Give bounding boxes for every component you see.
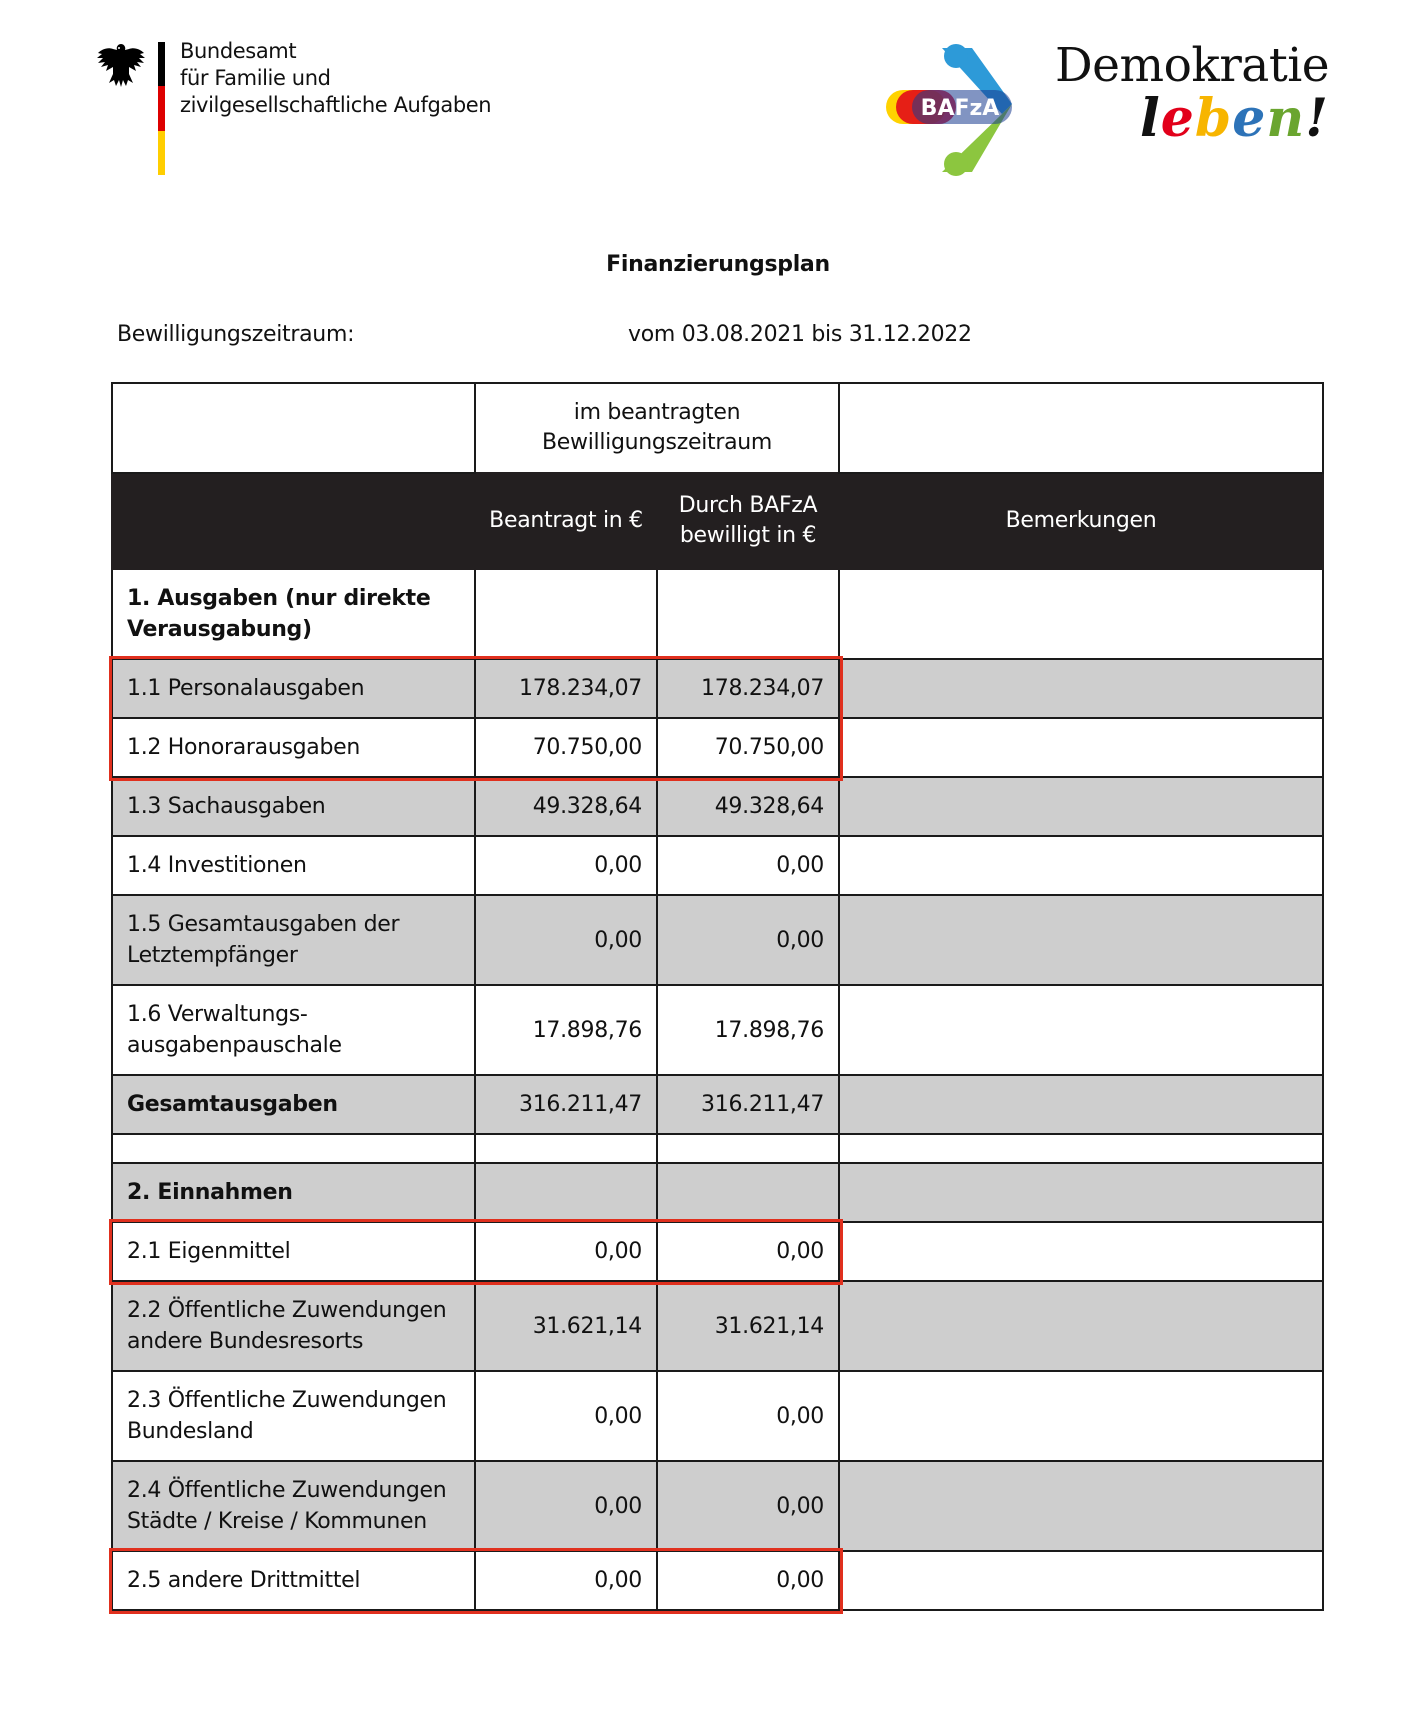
bafza-logo xyxy=(880,42,1020,178)
financing-plan-table xyxy=(111,382,1324,1611)
approved-value: 178.234,07 xyxy=(657,659,839,718)
approved-value: 0,00 xyxy=(657,1461,839,1551)
row-label-line: andere Bundesresorts xyxy=(127,1329,364,1354)
requested-value: 17.898,76 xyxy=(475,985,657,1075)
table-row xyxy=(112,836,1323,895)
remarks-cell xyxy=(839,985,1323,1075)
remarks-cell xyxy=(839,1371,1323,1461)
remarks-cell xyxy=(839,1222,1323,1281)
row-label-line: Bundesland xyxy=(127,1419,254,1444)
total-requested: 316.211,47 xyxy=(475,1075,657,1134)
table-row xyxy=(112,659,1323,718)
table-row xyxy=(112,1461,1323,1551)
approved-value: 49.328,64 xyxy=(657,777,839,836)
federal-eagle-icon xyxy=(96,40,146,90)
row-label-line: 2.4 Öffentliche Zuwendungen xyxy=(127,1478,447,1503)
column-header-requested: Beantragt in € xyxy=(475,473,657,569)
total-approved: 316.211,47 xyxy=(657,1075,839,1134)
empty-cell xyxy=(112,1134,475,1163)
period-value: vom 03.08.2021 bis 31.12.2022 xyxy=(628,322,972,347)
period-label: Bewilligungszeitraum: xyxy=(117,322,355,347)
table-row xyxy=(112,1371,1323,1461)
empty-cell xyxy=(475,1163,657,1222)
remarks-cell xyxy=(839,777,1323,836)
requested-value: 0,00 xyxy=(475,1222,657,1281)
table-row xyxy=(112,1222,1323,1281)
empty-cell xyxy=(475,1134,657,1163)
approved-value: 70.750,00 xyxy=(657,718,839,777)
section-row-income xyxy=(112,1163,1323,1222)
row-label: 1.4 Investitionen xyxy=(112,836,475,895)
row-label xyxy=(112,1371,475,1461)
column-header-line: Durch BAFzA xyxy=(678,493,818,518)
group-header-cell xyxy=(475,383,839,473)
remarks-cell xyxy=(839,1281,1323,1371)
empty-cell xyxy=(839,1134,1323,1163)
row-label: 1.3 Sachausgaben xyxy=(112,777,475,836)
column-header-remarks: Bemerkungen xyxy=(839,473,1323,569)
approved-value: 0,00 xyxy=(657,1371,839,1461)
section-row-expenses xyxy=(112,569,1323,659)
group-header-line: im beantragten xyxy=(573,400,741,425)
empty-cell xyxy=(475,569,657,659)
empty-cell xyxy=(657,1163,839,1222)
row-label xyxy=(112,895,475,985)
column-header-approved xyxy=(657,473,839,569)
requested-value: 0,00 xyxy=(475,836,657,895)
row-label xyxy=(112,985,475,1075)
approved-value: 0,00 xyxy=(657,836,839,895)
requested-value: 49.328,64 xyxy=(475,777,657,836)
agency-line: für Familie und xyxy=(180,66,331,90)
program-logo-subtitle xyxy=(1140,88,1329,149)
demokratie-leben-logo xyxy=(1050,38,1340,148)
remarks-cell xyxy=(839,569,1323,659)
logo-letter: ! xyxy=(1305,88,1329,149)
table-row xyxy=(112,985,1323,1075)
section-label: 2. Einnahmen xyxy=(112,1163,475,1222)
remarks-cell xyxy=(839,1551,1323,1610)
requested-value: 0,00 xyxy=(475,1461,657,1551)
remarks-cell xyxy=(839,895,1323,985)
approved-value: 17.898,76 xyxy=(657,985,839,1075)
requested-value: 31.621,14 xyxy=(475,1281,657,1371)
remarks-cell xyxy=(839,1075,1323,1134)
row-label xyxy=(112,1281,475,1371)
document-title: Finanzierungsplan xyxy=(606,252,830,277)
table-row xyxy=(112,895,1323,985)
column-header-label xyxy=(112,473,475,569)
logo-letter: e xyxy=(1160,88,1195,149)
row-label: 2.1 Eigenmittel xyxy=(112,1222,475,1281)
requested-value: 0,00 xyxy=(475,895,657,985)
logo-letter: b xyxy=(1194,88,1233,149)
bmfsfj-logo xyxy=(96,38,496,178)
remarks-cell xyxy=(839,836,1323,895)
agency-name xyxy=(180,38,491,119)
table-row xyxy=(112,1551,1323,1610)
section-label-line: 1. Ausgaben (nur direkte xyxy=(127,586,431,611)
remarks-cell xyxy=(839,718,1323,777)
row-label-line: 1.5 Gesamtausgaben der xyxy=(127,912,400,937)
requested-value: 178.234,07 xyxy=(475,659,657,718)
agency-line: Bundesamt xyxy=(180,39,297,63)
logo-letter: l xyxy=(1140,88,1161,149)
group-header-line: Bewilligungszeitraum xyxy=(541,430,773,455)
bafza-logo-text: BAFzA xyxy=(920,96,1000,121)
column-header-line: bewilligt in € xyxy=(679,523,817,548)
empty-cell xyxy=(839,383,1323,473)
logo-letter: e xyxy=(1232,88,1267,149)
total-label: Gesamtausgaben xyxy=(112,1075,475,1134)
logo-letter: n xyxy=(1266,88,1306,149)
remarks-cell xyxy=(839,1461,1323,1551)
requested-value: 0,00 xyxy=(475,1371,657,1461)
german-flag-bar xyxy=(158,42,165,175)
table-row xyxy=(112,718,1323,777)
row-label-line: ausgabenpauschale xyxy=(127,1033,342,1058)
row-label-line: Städte / Kreise / Kommunen xyxy=(127,1509,427,1534)
row-label-line: 2.3 Öffentliche Zuwendungen xyxy=(127,1388,447,1413)
remarks-cell xyxy=(839,1163,1323,1222)
program-logo-title: Demokratie xyxy=(1055,38,1330,93)
approved-value: 0,00 xyxy=(657,1551,839,1610)
approved-value: 0,00 xyxy=(657,1222,839,1281)
approved-value: 31.621,14 xyxy=(657,1281,839,1371)
section-label-line: Verausgabung) xyxy=(127,617,312,642)
row-label-line: 2.2 Öffentliche Zuwendungen xyxy=(127,1298,447,1323)
table-row xyxy=(112,1281,1323,1371)
empty-cell xyxy=(112,383,475,473)
empty-cell xyxy=(657,1134,839,1163)
remarks-cell xyxy=(839,659,1323,718)
row-label: 1.2 Honorarausgaben xyxy=(112,718,475,777)
table-column-header-row xyxy=(112,473,1323,569)
row-label xyxy=(112,1461,475,1551)
agency-line: zivilgesellschaftliche Aufgaben xyxy=(180,93,492,117)
requested-value: 70.750,00 xyxy=(475,718,657,777)
spacer-row xyxy=(112,1134,1323,1163)
approved-value: 0,00 xyxy=(657,895,839,985)
table-group-header-row xyxy=(112,383,1323,473)
row-label-line: Letztempfänger xyxy=(127,943,298,968)
section-label xyxy=(112,569,475,659)
total-row xyxy=(112,1075,1323,1134)
row-label-line: 1.6 Verwaltungs- xyxy=(127,1002,308,1027)
table-row xyxy=(112,777,1323,836)
row-label: 1.1 Personalausgaben xyxy=(112,659,475,718)
row-label: 2.5 andere Drittmittel xyxy=(112,1551,475,1610)
requested-value: 0,00 xyxy=(475,1551,657,1610)
empty-cell xyxy=(657,569,839,659)
